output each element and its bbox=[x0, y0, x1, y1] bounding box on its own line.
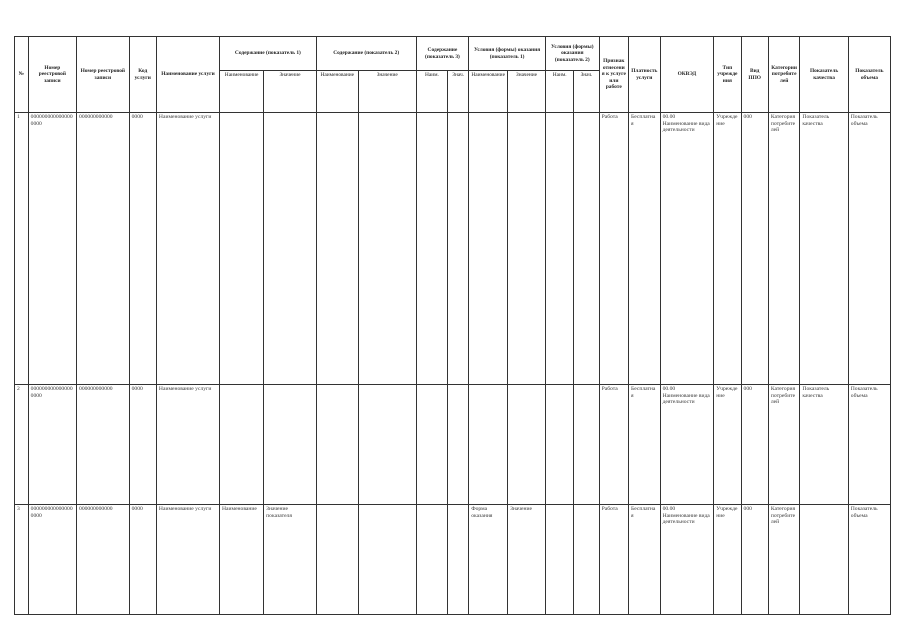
content1-value-cell bbox=[264, 113, 317, 385]
volume-cell: Показатель объема bbox=[848, 385, 890, 505]
work-type-cell: Работа bbox=[599, 505, 628, 615]
volume-cell: Показатель объема bbox=[848, 113, 890, 385]
volume-cell: Показатель объема bbox=[848, 505, 890, 615]
header-content1: Содержание (показатель 1) bbox=[220, 37, 317, 71]
subheader-name: Наименование bbox=[316, 71, 358, 113]
content2-value-cell bbox=[358, 505, 416, 615]
content2-name-cell bbox=[316, 505, 358, 615]
cond2-value-cell bbox=[574, 113, 599, 385]
cond1-value-cell bbox=[508, 113, 546, 385]
okved-cell: 00.00 Наименование вида деятельности bbox=[660, 505, 714, 615]
reg-number-cell: 0000000000000000000 bbox=[28, 113, 76, 385]
subheader-name: Наим. bbox=[545, 71, 573, 113]
header-okved: ОКВЭД bbox=[660, 37, 714, 113]
header-work-type: Признак отнесения к услуге или работе bbox=[599, 37, 628, 113]
service-code-cell: 0000 bbox=[129, 113, 156, 385]
header-ppo: Вид ППО bbox=[741, 37, 768, 113]
paid-cell: Бесплатная bbox=[629, 505, 661, 615]
header-reg-num-other: Номер реестровой записи bbox=[77, 37, 130, 113]
row-number: 3 bbox=[15, 505, 29, 615]
header-content2: Содержание (показатель 2) bbox=[316, 37, 416, 71]
content1-name-cell bbox=[220, 385, 264, 505]
service-name-cell: Наименование услуги bbox=[156, 385, 219, 505]
quality-cell bbox=[800, 505, 848, 615]
subheader-value: Значение bbox=[264, 71, 317, 113]
cond2-value-cell bbox=[574, 385, 599, 505]
subheader-value: Значение bbox=[508, 71, 546, 113]
subheader-value: Знач. bbox=[448, 71, 469, 113]
table-row bbox=[15, 505, 891, 615]
cond1-name-cell bbox=[469, 113, 508, 385]
cond2-name-cell bbox=[545, 385, 573, 505]
content3-value-cell bbox=[448, 385, 469, 505]
header-cond1: Условия (формы) оказания (показатель 1) bbox=[469, 37, 546, 71]
subheader-value: Знач. bbox=[574, 71, 599, 113]
header-service-code: Код услуги bbox=[129, 37, 156, 113]
work-type-cell: Работа bbox=[599, 113, 628, 385]
service-code-cell: 0000 bbox=[129, 385, 156, 505]
header-content3: Содержание (показатель 3) bbox=[416, 37, 469, 71]
ppo-cell: 000 bbox=[741, 113, 768, 385]
okved-cell: 00.00 Наименование вида деятельности bbox=[660, 113, 714, 385]
content3-name-cell bbox=[416, 385, 448, 505]
subheader-name: Наименование bbox=[469, 71, 508, 113]
cond1-name-cell: Форма оказания bbox=[469, 505, 508, 615]
content2-value-cell bbox=[358, 113, 416, 385]
inst-type-cell: Учреждение bbox=[714, 385, 741, 505]
subheader-name: Наим. bbox=[416, 71, 448, 113]
table-row bbox=[15, 385, 891, 505]
content1-value-cell: Значение показателя bbox=[264, 505, 317, 615]
paid-cell: Бесплатная bbox=[629, 113, 661, 385]
subheader-value: Значение bbox=[358, 71, 416, 113]
header-paid: Платность услуги bbox=[629, 37, 661, 113]
content2-name-cell bbox=[316, 113, 358, 385]
header-service-name: Наименование услуги bbox=[156, 37, 219, 113]
cond2-name-cell bbox=[545, 505, 573, 615]
service-name-cell: Наименование услуги bbox=[156, 113, 219, 385]
inst-type-cell: Учреждение bbox=[714, 113, 741, 385]
header-reg-num: Номер реестровой записи bbox=[28, 37, 76, 113]
header-cond2: Условия (формы) оказания (показатель 2) bbox=[545, 37, 599, 71]
content2-value-cell bbox=[358, 385, 416, 505]
cond1-value-cell: Значение bbox=[508, 505, 546, 615]
header-categories: Категории потребителей bbox=[768, 37, 800, 113]
reg-number-other-cell: 000000000000 bbox=[77, 113, 130, 385]
quality-cell: Показатель качества bbox=[800, 113, 848, 385]
table-row bbox=[15, 113, 891, 385]
ppo-cell: 000 bbox=[741, 505, 768, 615]
quality-cell: Показатель качества bbox=[800, 385, 848, 505]
categories-cell: Категория потребителей bbox=[768, 113, 800, 385]
row-number: 2 bbox=[15, 385, 29, 505]
reg-number-other-cell: 000000000000 bbox=[77, 505, 130, 615]
paid-cell: Бесплатная bbox=[629, 385, 661, 505]
cond2-name-cell bbox=[545, 113, 573, 385]
service-name-cell: Наименование услуги bbox=[156, 505, 219, 615]
subheader-name: Наименование bbox=[220, 71, 264, 113]
cond1-name-cell bbox=[469, 385, 508, 505]
content3-value-cell bbox=[448, 505, 469, 615]
registry-document bbox=[14, 36, 891, 614]
reg-number-cell: 0000000000000000000 bbox=[28, 505, 76, 615]
header-volume: Показатель объема bbox=[848, 37, 890, 113]
categories-cell: Категория потребителей bbox=[768, 505, 800, 615]
inst-type-cell: Учреждение bbox=[714, 505, 741, 615]
registry-table bbox=[14, 36, 891, 615]
cond1-value-cell bbox=[508, 385, 546, 505]
content1-name-cell: Наименование bbox=[220, 505, 264, 615]
content2-name-cell bbox=[316, 385, 358, 505]
reg-number-cell: 0000000000000000000 bbox=[28, 385, 76, 505]
header-quality: Показатель качества bbox=[800, 37, 848, 113]
content1-value-cell bbox=[264, 385, 317, 505]
categories-cell: Категория потребителей bbox=[768, 385, 800, 505]
content1-name-cell bbox=[220, 113, 264, 385]
content3-value-cell bbox=[448, 113, 469, 385]
row-number: 1 bbox=[15, 113, 29, 385]
header-num: № bbox=[15, 37, 29, 113]
header-inst-type: Тип учреждения bbox=[714, 37, 741, 113]
work-type-cell: Работа bbox=[599, 385, 628, 505]
okved-cell: 00.00 Наименование вида деятельности bbox=[660, 385, 714, 505]
content3-name-cell bbox=[416, 505, 448, 615]
cond2-value-cell bbox=[574, 505, 599, 615]
service-code-cell: 0000 bbox=[129, 505, 156, 615]
content3-name-cell bbox=[416, 113, 448, 385]
reg-number-other-cell: 000000000000 bbox=[77, 385, 130, 505]
ppo-cell: 000 bbox=[741, 385, 768, 505]
